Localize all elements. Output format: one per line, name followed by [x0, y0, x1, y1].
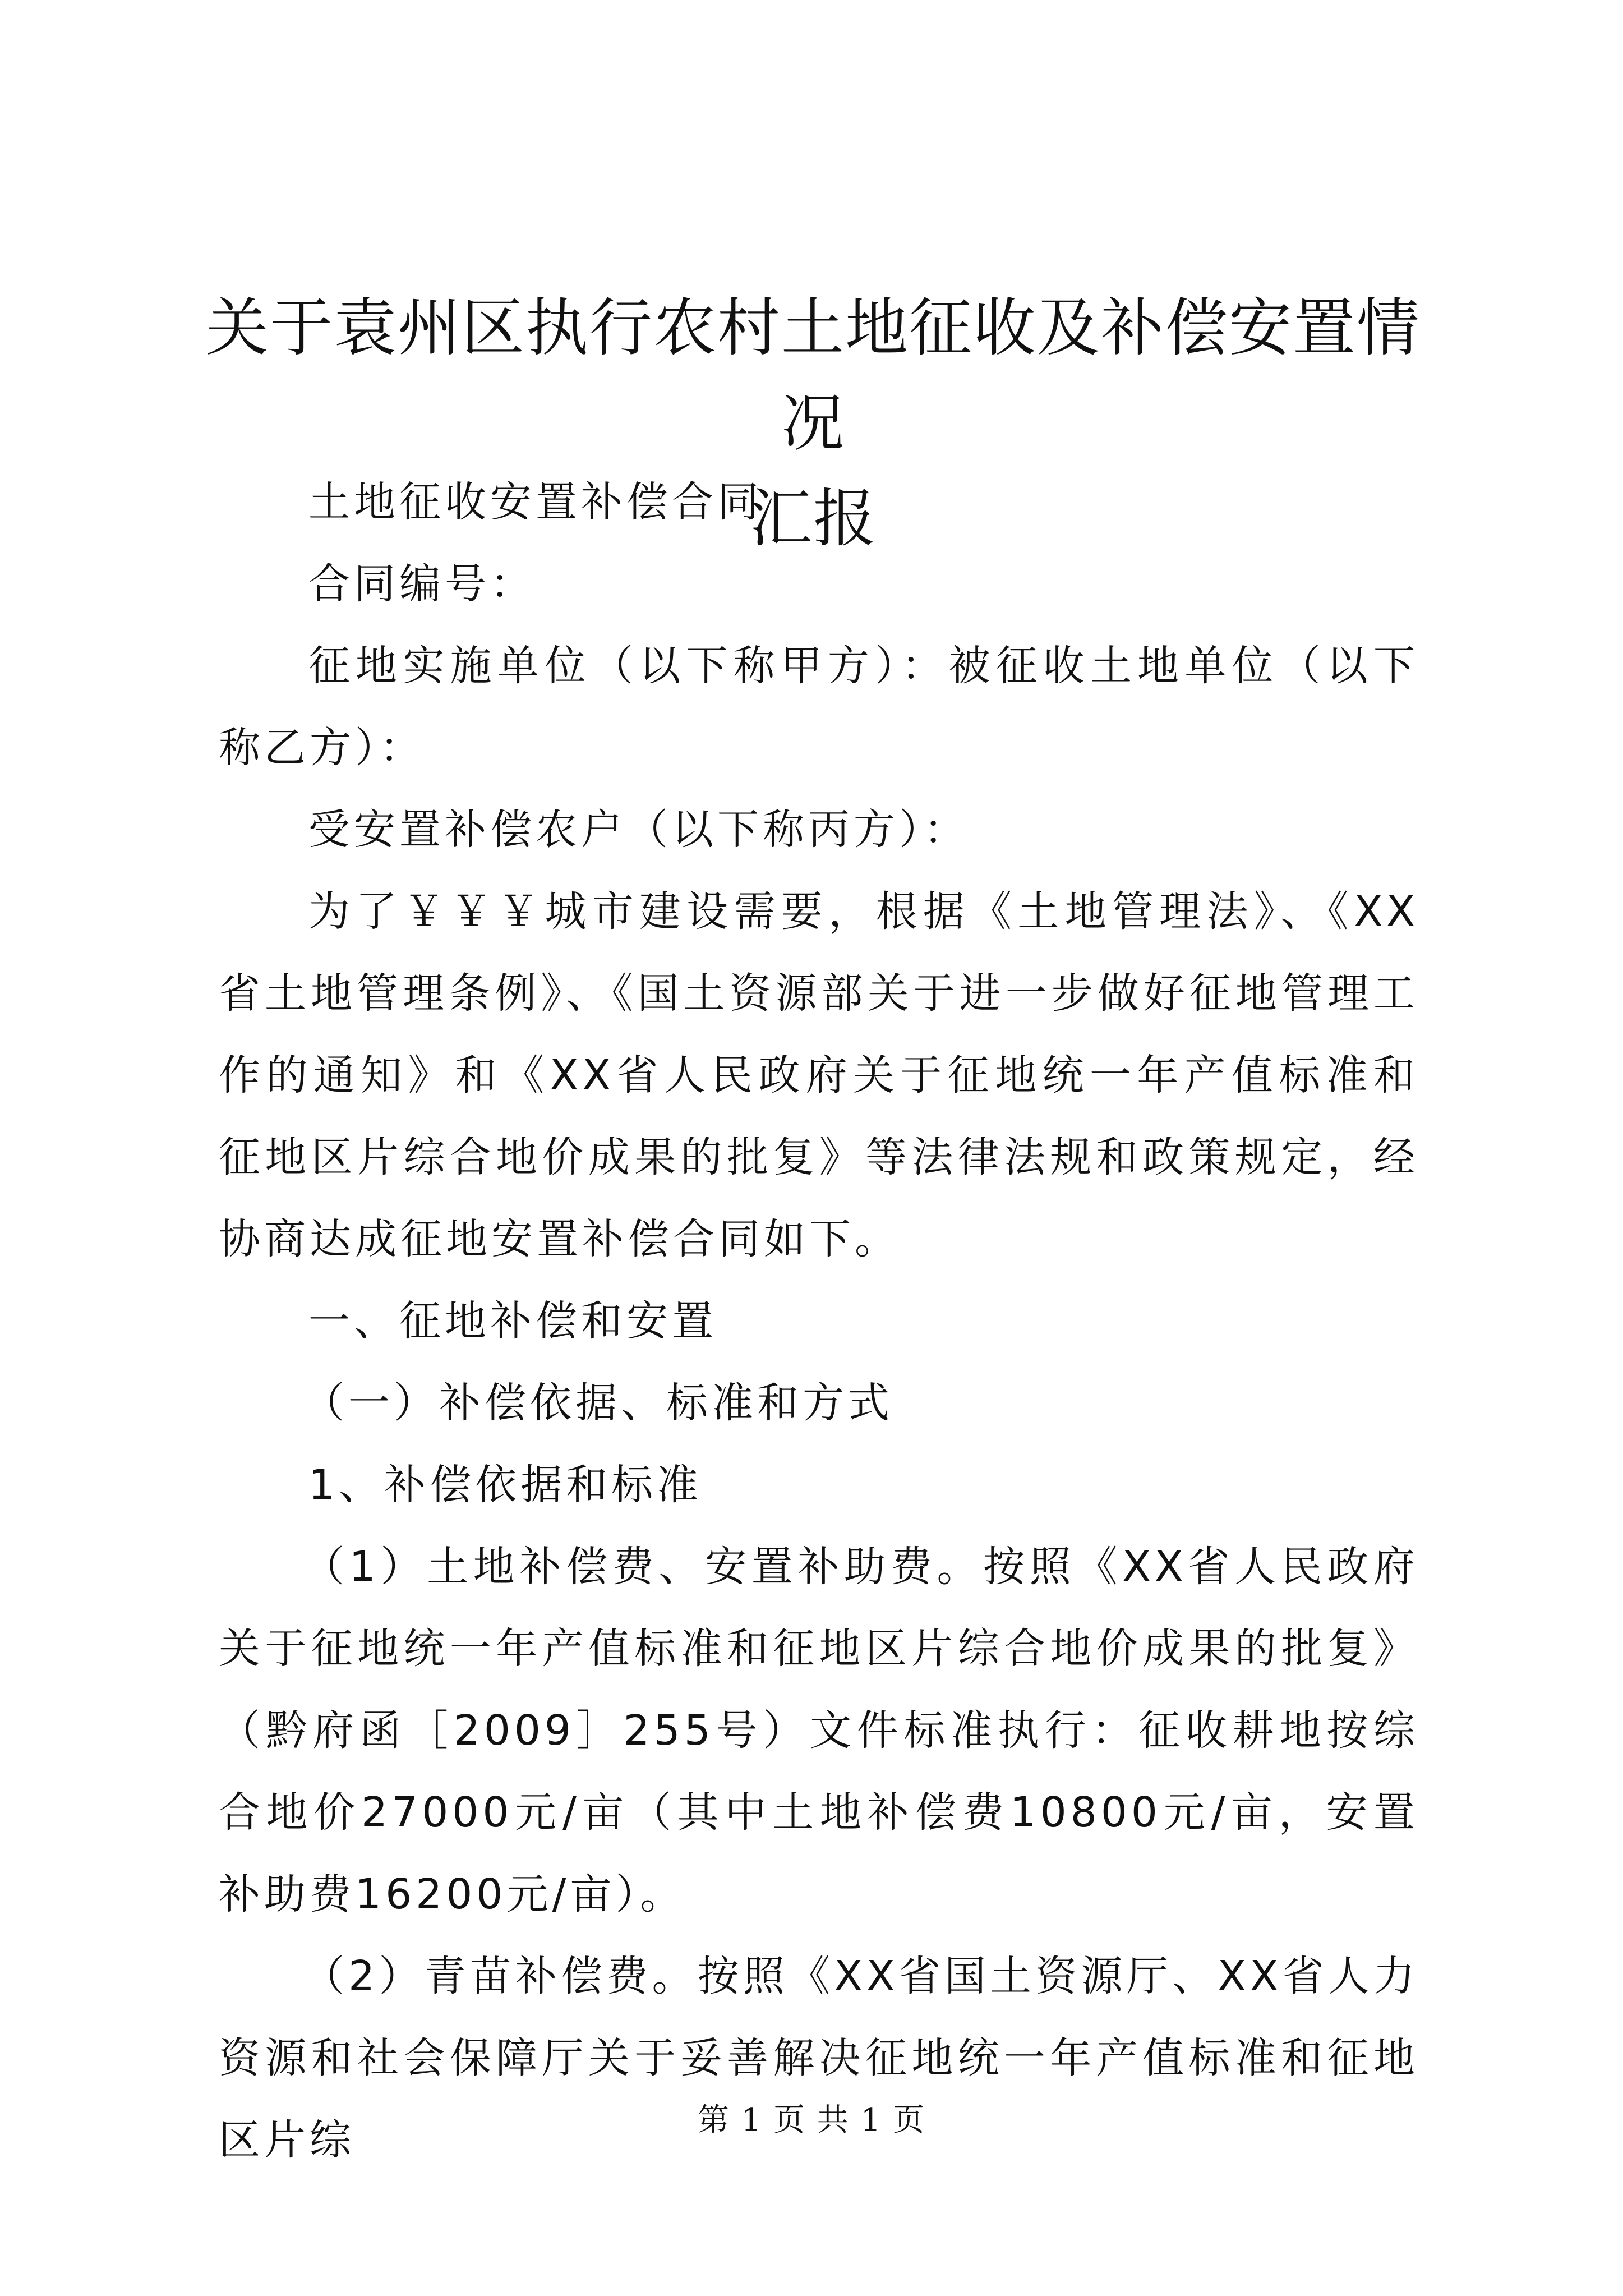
- item-heading: 1、补偿依据和标准: [308, 1461, 703, 1509]
- purpose-paragraph: 为了￥￥￥城市建设需要，根据《土地管理法》、《XX省土地管理条例》、《国土资源部关于进一步做好征地管理工作的通知》和《XX省人民政府关于征地统一年产值标准和征地区片综合地价成果的批复》等法律法规和政策规定，经协商达成征地安置补偿合同如下。: [219, 887, 1419, 1263]
- subsection-heading: （一）补偿依据、标准和方式: [303, 1379, 893, 1427]
- contract-heading: 土地征收安置补偿合同: [308, 478, 763, 526]
- party-a-b: 征地实施单位（以下称甲方）：被征收土地单位（以下称乙方）：: [219, 642, 1419, 772]
- land-compensation-paragraph: （1）土地补偿费、安置补助费。按照《XX省人民政府关于征地统一年产值标准和征地区片综合地价成果的批复》（黔府函［2009］255号）文件标准执行：征收耕地按综合地价27000元/亩（其中土地补偿费10800元/亩，安置补助费16200元/亩）。: [219, 1543, 1419, 1918]
- contract-number: 合同编号：: [308, 560, 536, 608]
- section-heading: 一、征地补偿和安置: [308, 1297, 717, 1345]
- title-line-1: 关于袁州区执行农村土地征收及补偿安置情况: [206, 292, 1421, 460]
- party-c: 受安置补偿农户（以下称丙方）：: [308, 806, 969, 854]
- crop-compensation-paragraph: （2）青苗补偿费。按照《XX省国土资源厅、XX省人力资源和社会保障厅关于妥善解决征地统一年产值标准和征地区片综: [219, 1952, 1419, 2164]
- page-footer: 第 1 页 共 1 页: [697, 2102, 926, 2138]
- title-line-2: 汇报: [749, 482, 877, 555]
- document-body: [219, 461, 1419, 2181]
